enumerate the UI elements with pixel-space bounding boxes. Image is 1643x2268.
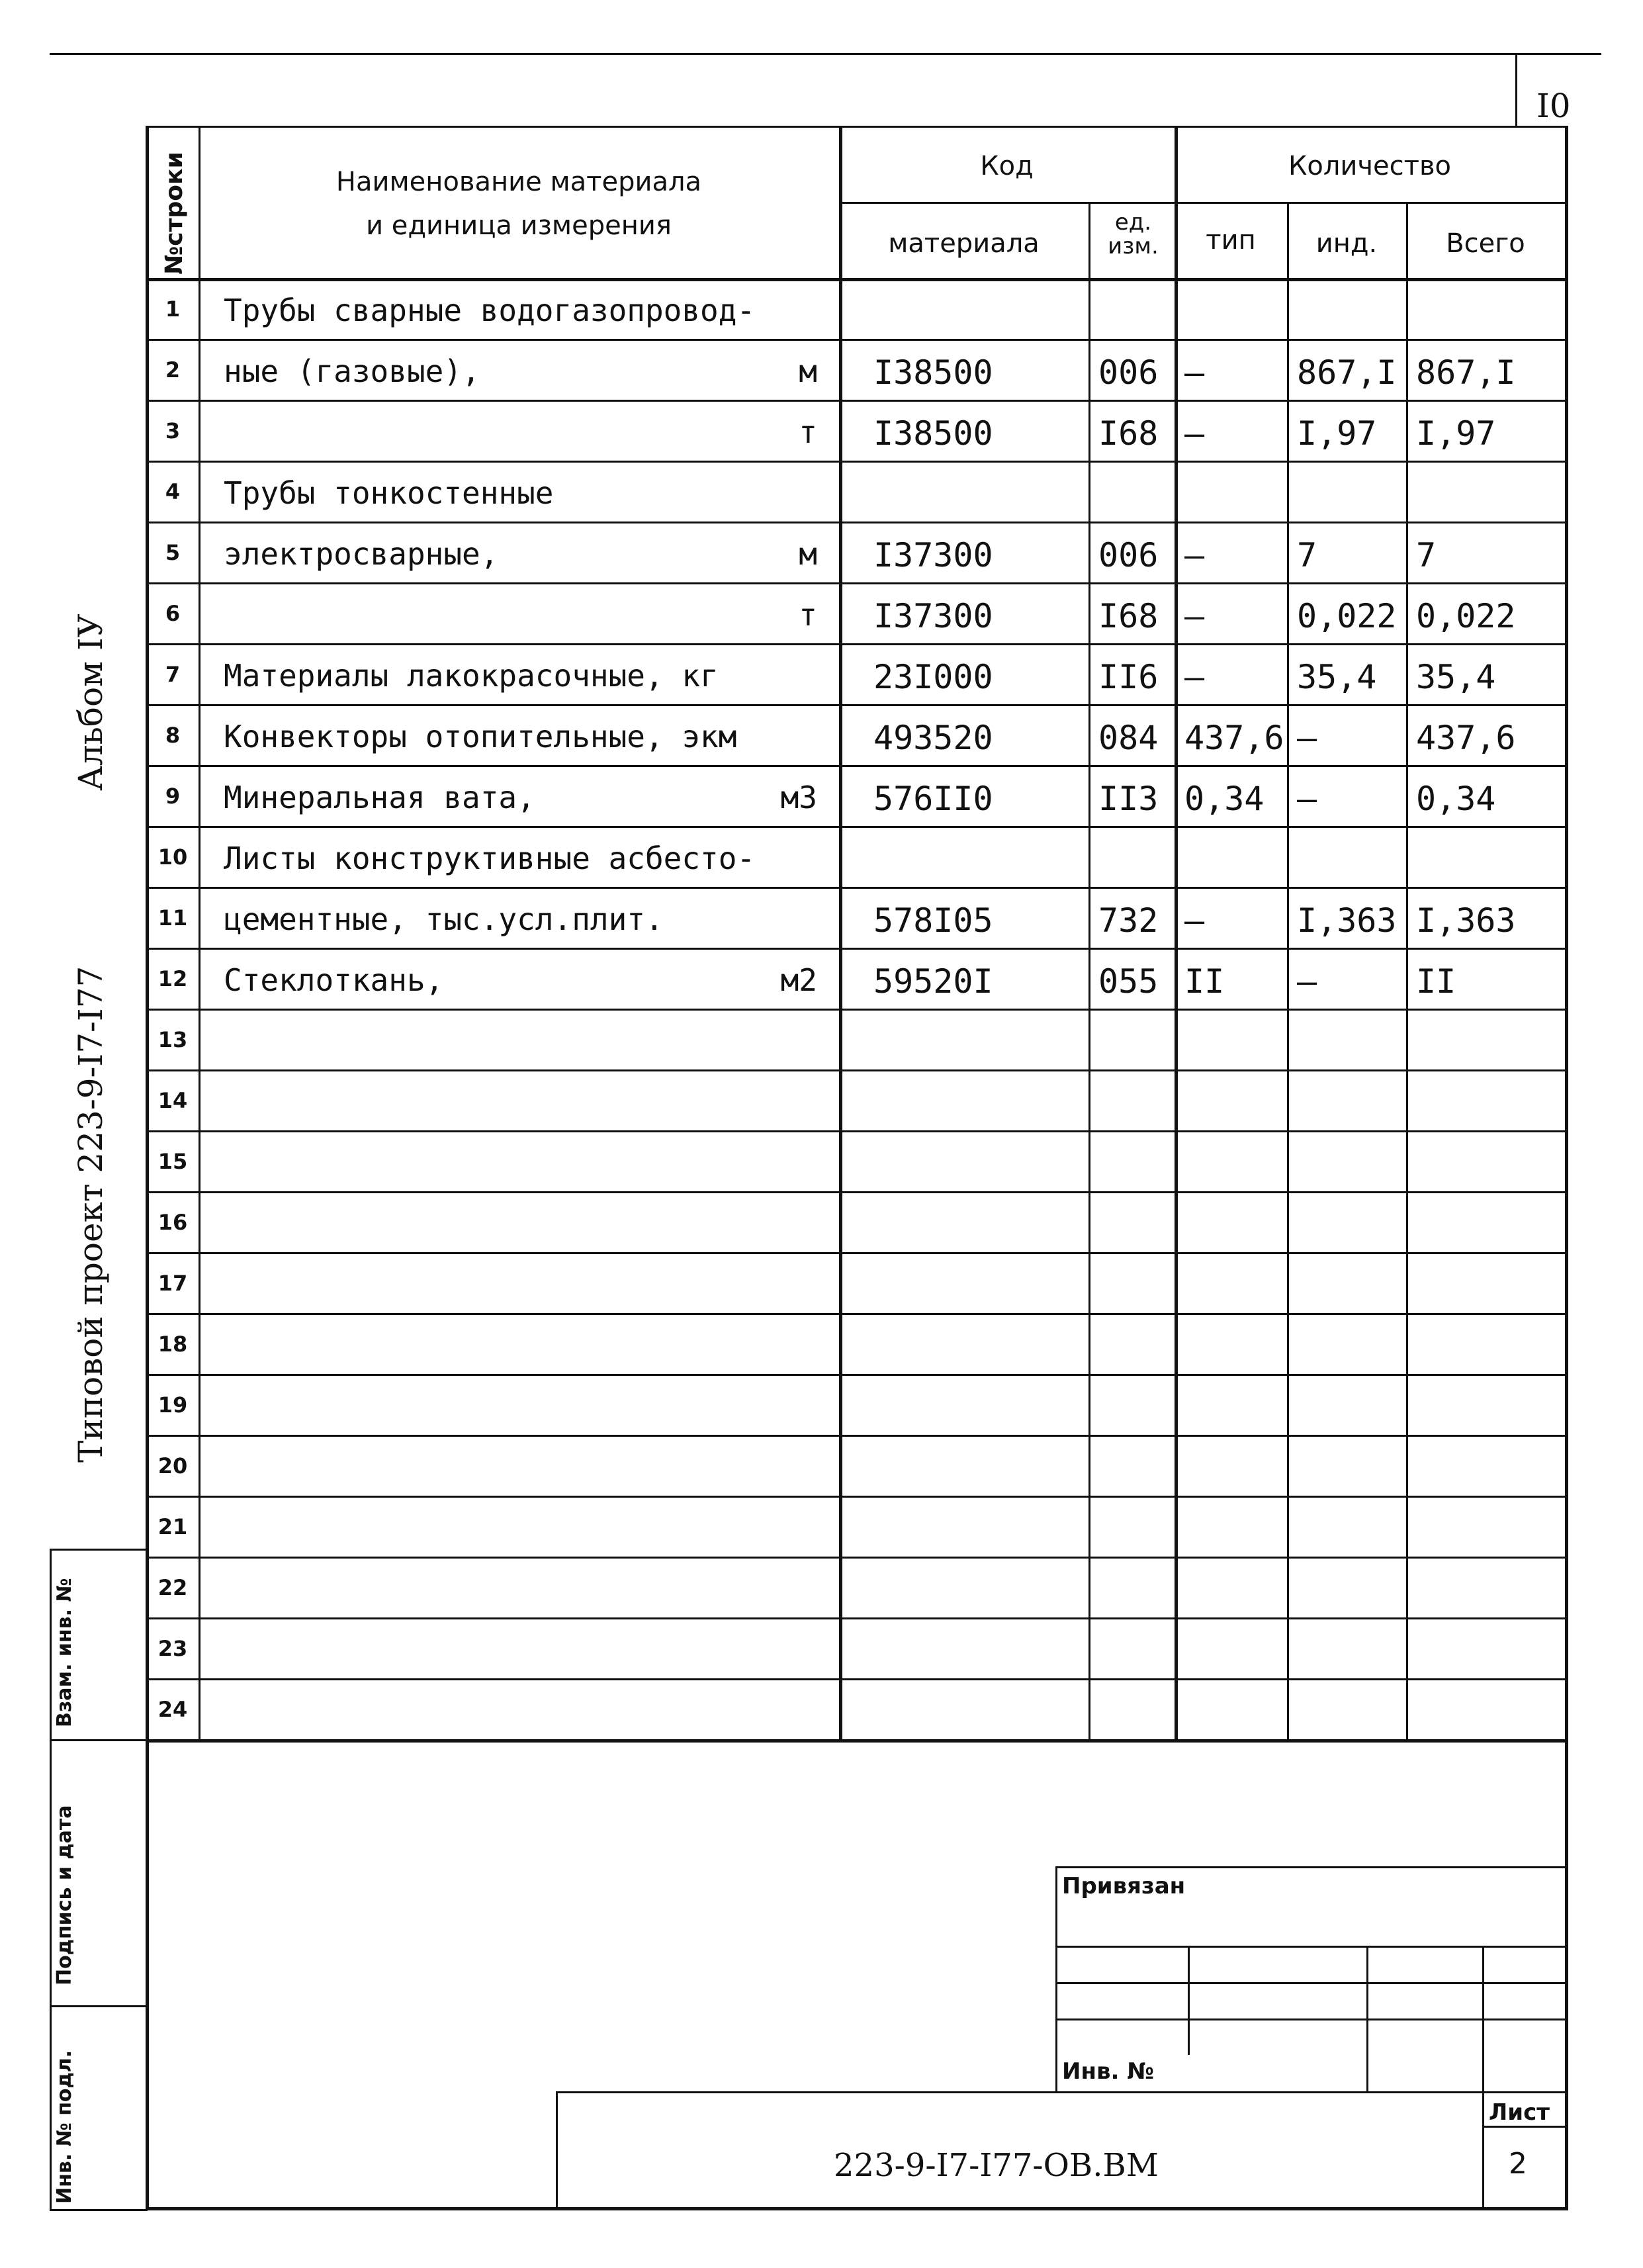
row-total-qty-cell: I,97 (1416, 414, 1496, 453)
row-ind-qty-cell: I,97 (1297, 414, 1377, 453)
row-code-cell: 493520 (873, 719, 993, 757)
row-code-cell: 576II0 (873, 780, 993, 818)
row-unit-code-cell: II6 (1098, 658, 1159, 696)
row-unit-code-cell: 006 (1098, 353, 1159, 392)
row-unit-code-cell: 084 (1098, 719, 1159, 757)
row-ind-qty-cell: 35,4 (1297, 658, 1377, 696)
row-number: 3 (165, 418, 181, 443)
header-mid-line (839, 202, 1567, 204)
row-number: 16 (157, 1210, 188, 1235)
col-divider-type (1287, 202, 1289, 1741)
row-number: 6 (165, 601, 181, 626)
row-name-cell: Листы конструктивные асбесто- (224, 840, 756, 876)
row-unit-label: м3 (780, 780, 817, 815)
row-type-qty-cell: 437,6 (1184, 719, 1284, 757)
stamp-doc-code: 223-9-I7-I77-ОВ.ВМ (834, 2147, 1159, 2184)
row-number: 24 (157, 1697, 188, 1722)
stamp-top-line (1055, 1866, 1565, 1868)
row-number: 18 (157, 1332, 188, 1357)
row-type-qty-cell: – (1184, 353, 1205, 392)
table-right-border (1565, 126, 1568, 2210)
stamp-privyazan: Привязан (1062, 1873, 1186, 1899)
row-name-cell: электросварные, (224, 536, 499, 572)
row-total-qty-cell: 7 (1416, 536, 1437, 574)
col-divider-rownum (199, 126, 200, 1741)
row-code-cell: I38500 (873, 353, 993, 392)
row-type-qty-cell: 0,34 (1184, 780, 1265, 818)
row-separator (146, 643, 1568, 645)
row-number: 12 (157, 966, 188, 991)
row-total-qty-cell: I,363 (1416, 901, 1516, 940)
side-project-label: Типовой проект 223-9-I7-I77 (71, 966, 110, 1463)
row-number: 5 (165, 540, 181, 565)
row-number: 7 (165, 662, 181, 687)
row-separator (146, 461, 1568, 463)
side-podpis-data-label: Подпись и дата (53, 1805, 76, 1985)
row-number: 15 (157, 1149, 188, 1174)
stamp-list-line (1482, 2126, 1567, 2128)
row-number: 14 (157, 1088, 188, 1113)
row-unit-code-cell: 732 (1098, 901, 1159, 940)
header-top-line (146, 126, 1568, 128)
row-number: 9 (165, 784, 181, 809)
row-separator (146, 1435, 1568, 1437)
col-divider-ind (1406, 202, 1408, 1741)
row-name-cell: Трубы сварные водогазопровод- (224, 293, 756, 328)
row-type-qty-cell: – (1184, 658, 1205, 696)
row-separator (146, 400, 1568, 402)
row-type-qty-cell: – (1184, 901, 1205, 940)
row-separator (146, 1191, 1568, 1193)
row-ind-qty-cell: – (1297, 962, 1317, 1001)
header-qty-type: тип (1206, 225, 1256, 255)
row-unit-code-cell: 055 (1098, 962, 1159, 1001)
row-code-cell: 23I000 (873, 658, 993, 696)
row-unit-label: м (799, 353, 817, 389)
row-separator (146, 582, 1568, 584)
row-number: 20 (157, 1453, 188, 1478)
header-code-material: материала (888, 228, 1040, 259)
row-number: 10 (157, 844, 188, 870)
header-code-unit: ед. изм. (1108, 209, 1159, 259)
row-separator (146, 1678, 1568, 1680)
row-total-qty-cell: 437,6 (1416, 719, 1516, 757)
row-separator (146, 1009, 1568, 1011)
row-name-cell: ные (газовые), (224, 353, 480, 389)
row-number: 13 (157, 1027, 188, 1052)
side-strip-right-border (146, 1549, 149, 2210)
stamp-line-5 (556, 2091, 1565, 2093)
row-ind-qty-cell: 7 (1297, 536, 1317, 574)
header-code: Код (980, 151, 1034, 181)
side-inv-podl-label: Инв. № подл. (53, 2050, 76, 2204)
row-number: 21 (157, 1514, 188, 1539)
row-type-qty-cell: – (1184, 536, 1205, 574)
row-unit-label: т (799, 414, 817, 450)
row-code-cell: 578I05 (873, 901, 993, 940)
row-number: 8 (165, 723, 181, 748)
row-unit-code-cell: I68 (1098, 414, 1159, 453)
row-code-cell: I38500 (873, 414, 993, 453)
row-separator (146, 948, 1568, 950)
corner-box-divider (1515, 53, 1517, 127)
row-unit-code-cell: 006 (1098, 536, 1159, 574)
stamp-left-line (1055, 1866, 1057, 2091)
row-unit-code-cell: II3 (1098, 780, 1159, 818)
row-separator (146, 704, 1568, 706)
header-bottom-line (146, 278, 1568, 281)
row-name-cell: Конвекторы отопительные, экм (224, 719, 737, 754)
header-name-line2: и единица измерения (366, 210, 672, 241)
header-qty-total: Всего (1446, 228, 1525, 259)
side-strip-line-1 (50, 1739, 148, 1741)
row-ind-qty-cell: I,363 (1297, 901, 1397, 940)
table-bottom-line (146, 1739, 1568, 1743)
top-border-line (50, 53, 1601, 55)
side-strip-top-line (50, 1549, 148, 1551)
row-name-cell: Трубы тонкостенные (224, 475, 554, 511)
stamp-code-left-line (556, 2091, 558, 2209)
row-unit-label: м2 (780, 962, 817, 998)
row-separator (146, 339, 1568, 341)
row-number: 1 (165, 296, 181, 322)
row-number: 22 (157, 1575, 188, 1600)
stamp-list-label: Лист (1489, 2099, 1550, 2126)
row-total-qty-cell: 0,022 (1416, 597, 1516, 635)
row-type-qty-cell: – (1184, 414, 1205, 453)
row-number: 11 (157, 905, 188, 930)
row-separator (146, 1252, 1568, 1254)
row-separator (146, 1617, 1568, 1619)
header-name-line1: Наименование материала (335, 167, 702, 197)
row-code-cell: I37300 (873, 536, 993, 574)
row-number: 19 (157, 1392, 188, 1418)
row-type-qty-cell: II (1184, 962, 1225, 1001)
row-number: 17 (157, 1271, 188, 1296)
stamp-div-1 (1188, 1946, 1190, 2055)
row-separator (146, 1374, 1568, 1376)
row-name-cell: Минеральная вата, (224, 780, 535, 815)
row-separator (146, 1130, 1568, 1132)
row-unit-label: т (799, 597, 817, 633)
row-ind-qty-cell: – (1297, 719, 1317, 757)
row-number: 23 (157, 1636, 188, 1661)
row-code-cell: 59520I (873, 962, 993, 1001)
stamp-div-2 (1366, 1946, 1368, 2091)
row-separator (146, 1069, 1568, 1071)
stamp-line-3 (1055, 1982, 1565, 1984)
row-separator (146, 1496, 1568, 1498)
row-total-qty-cell: II (1416, 962, 1456, 1001)
row-unit-label: м (799, 536, 817, 572)
side-strip-left-border (50, 1549, 52, 2210)
row-separator (146, 826, 1568, 828)
side-strip-bottom-line (50, 2209, 148, 2211)
row-number: 4 (165, 479, 181, 504)
row-separator (146, 1557, 1568, 1559)
stamp-inv-no: Инв. № (1062, 2058, 1155, 2085)
col-divider-unit (1175, 126, 1178, 1741)
row-total-qty-cell: 867,I (1416, 353, 1516, 392)
col-divider-name (839, 126, 842, 1741)
row-ind-qty-cell: – (1297, 780, 1317, 818)
row-total-qty-cell: 35,4 (1416, 658, 1496, 696)
header-qty-ind: инд. (1315, 228, 1378, 259)
row-ind-qty-cell: 867,I (1297, 353, 1397, 392)
row-unit-code-cell: I68 (1098, 597, 1159, 635)
row-separator (146, 1313, 1568, 1315)
row-type-qty-cell: – (1184, 597, 1205, 635)
row-name-cell: Стеклоткань, (224, 962, 444, 998)
stamp-list-number: 2 (1509, 2147, 1527, 2181)
row-name-cell: Материалы лакокрасочные, кг (224, 658, 719, 694)
side-strip-line-2 (50, 2005, 148, 2007)
sheet-corner-number: I0 (1536, 87, 1571, 125)
stamp-div-3 (1482, 1946, 1484, 2210)
col-divider-code (1088, 202, 1090, 1741)
stamp-line-2 (1055, 1946, 1565, 1948)
row-total-qty-cell: 0,34 (1416, 780, 1496, 818)
row-name-cell: цементные, тыс.усл.плит. (224, 901, 664, 937)
sheet-bottom-line (146, 2207, 1568, 2210)
row-separator (146, 765, 1568, 767)
side-vzam-inv-label: Взам. инв. № (53, 1578, 76, 1727)
row-separator (146, 522, 1568, 523)
side-album-label: Альбом IУ (71, 613, 110, 791)
row-separator (146, 887, 1568, 889)
header-row-no: №строки (161, 152, 188, 275)
row-code-cell: I37300 (873, 597, 993, 635)
row-number: 2 (165, 357, 181, 383)
header-quantity: Количество (1288, 151, 1451, 181)
stamp-line-4 (1055, 2019, 1565, 2020)
row-ind-qty-cell: 0,022 (1297, 597, 1397, 635)
